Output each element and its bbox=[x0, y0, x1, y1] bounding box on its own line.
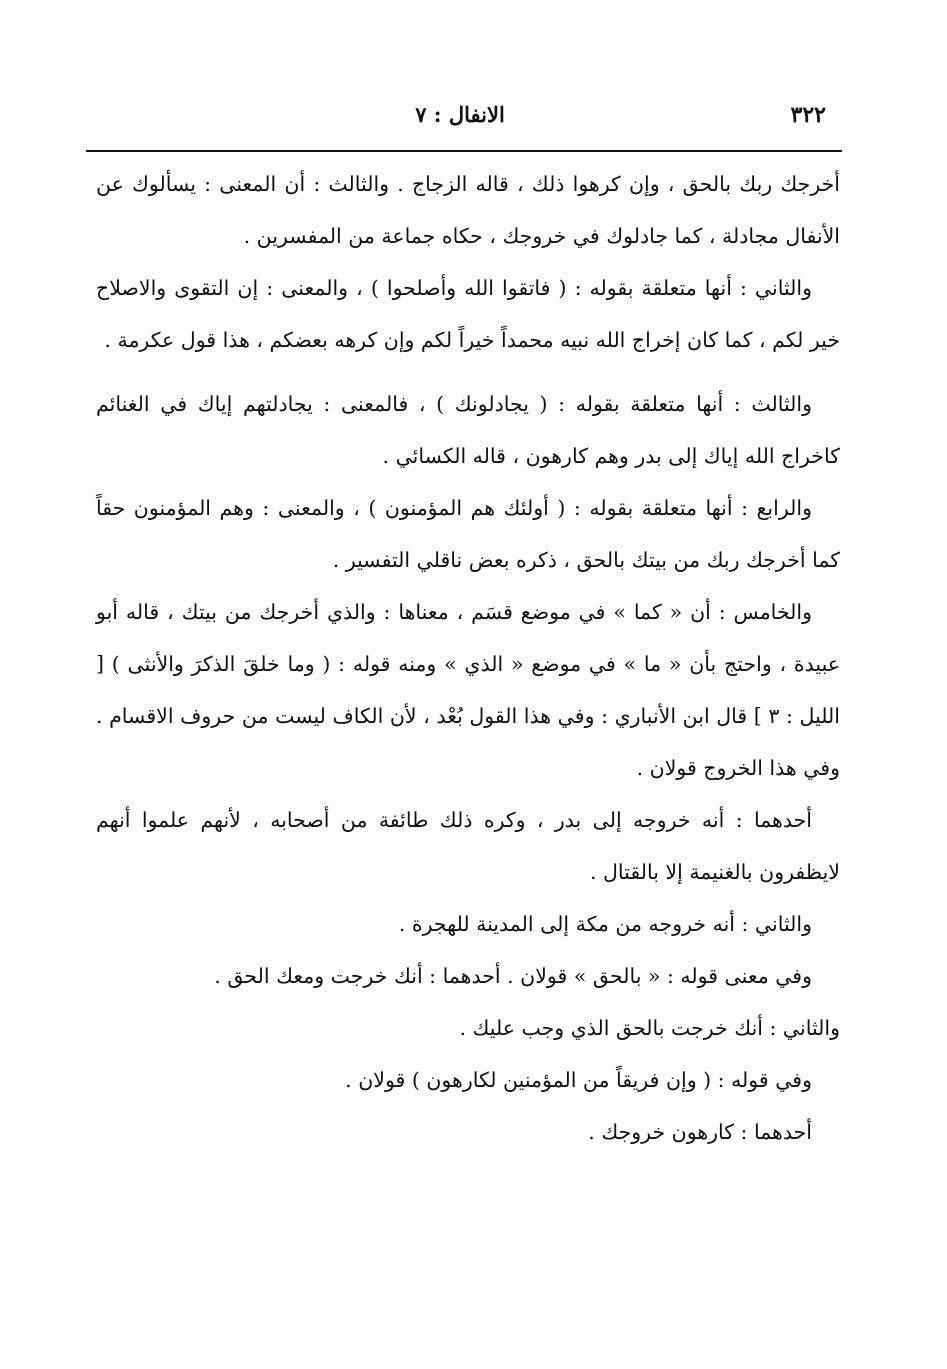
page-number: ٣٢٢ bbox=[790, 102, 826, 128]
paragraph: أخرجك ربك بالحق ، وإن كرهوا ذلك ، قاله الزجاج . والثالث : أن المعنى : يسألوك عن الأنفال مجادلة ، كما جادلوك في خروجك ، حكاه جماعة من المفسرين . bbox=[96, 172, 840, 248]
paragraph: والثاني : أنها متعلقة بقوله : ( فاتقوا الله وأصلحوا ) ، والمعنى : إن التقوى والاصلاح خير لكم ، كما كان إخراج الله نبيه محمداً خيراً لكم وإن كرهه بعضكم ، هذا قول عكرمة . bbox=[96, 276, 840, 352]
paragraph: والخامس : أن « كما » في موضع قسَم ، معناها : والذي أخرجك من بيتك ، قاله أبو عبيدة ، واحتج بأن « ما » في موضع « الذي » ومنه قوله : ( وما خلقَ الذكرَ والأنثى ) [ الليل : ٣ ] قال ابن الأنباري : وفي هذا القول بُعْد ، لأن الكاف ليست من حروف الاقسام . وفي هذا الخروج قولان . bbox=[96, 600, 840, 780]
paragraph: أحدهما : كارهون خروجك . bbox=[588, 1120, 812, 1144]
paragraph: والثالث : أنها متعلقة بقوله : ( يجادلونك ) ، فالمعنى : يجادلتهم إياك في الغنائم كاخراج الله إياك إلى بدر وهم كارهون ، قاله الكسائي . bbox=[96, 392, 840, 468]
paragraph: والثاني : أنه خروجه من مكة إلى المدينة للهجرة . bbox=[398, 912, 812, 936]
header-divider bbox=[86, 150, 842, 152]
paragraph: والثاني : أنك خرجت بالحق الذي وجب عليك . bbox=[459, 1016, 840, 1040]
paragraph: وفي قوله : ( وإن فريقاً من المؤمنين لكارهون ) قولان . bbox=[345, 1068, 812, 1092]
paragraph: والرابع : أنها متعلقة بقوله : ( أولئك هم المؤمنون ) ، والمعنى : وهم المؤمنون حقاً كما أخرجك ربك من بيتك بالحق ، ذكره بعض ناقلي التفسير . bbox=[96, 496, 840, 572]
page-header bbox=[80, 98, 840, 138]
paragraph: وفي معنى قوله : « بالحق » قولان . أحدهما : أنك خرجت ومعك الحق . bbox=[214, 964, 812, 988]
paragraph: أحدهما : أنه خروجه إلى بدر ، وكره ذلك طائفة من أصحابه ، لأنهم علموا أنهم لايظفرون بالغنيمة إلا بالقتال . bbox=[96, 808, 840, 884]
running-title: الانفال : ٧ bbox=[415, 102, 505, 127]
body-text bbox=[96, 158, 840, 1158]
